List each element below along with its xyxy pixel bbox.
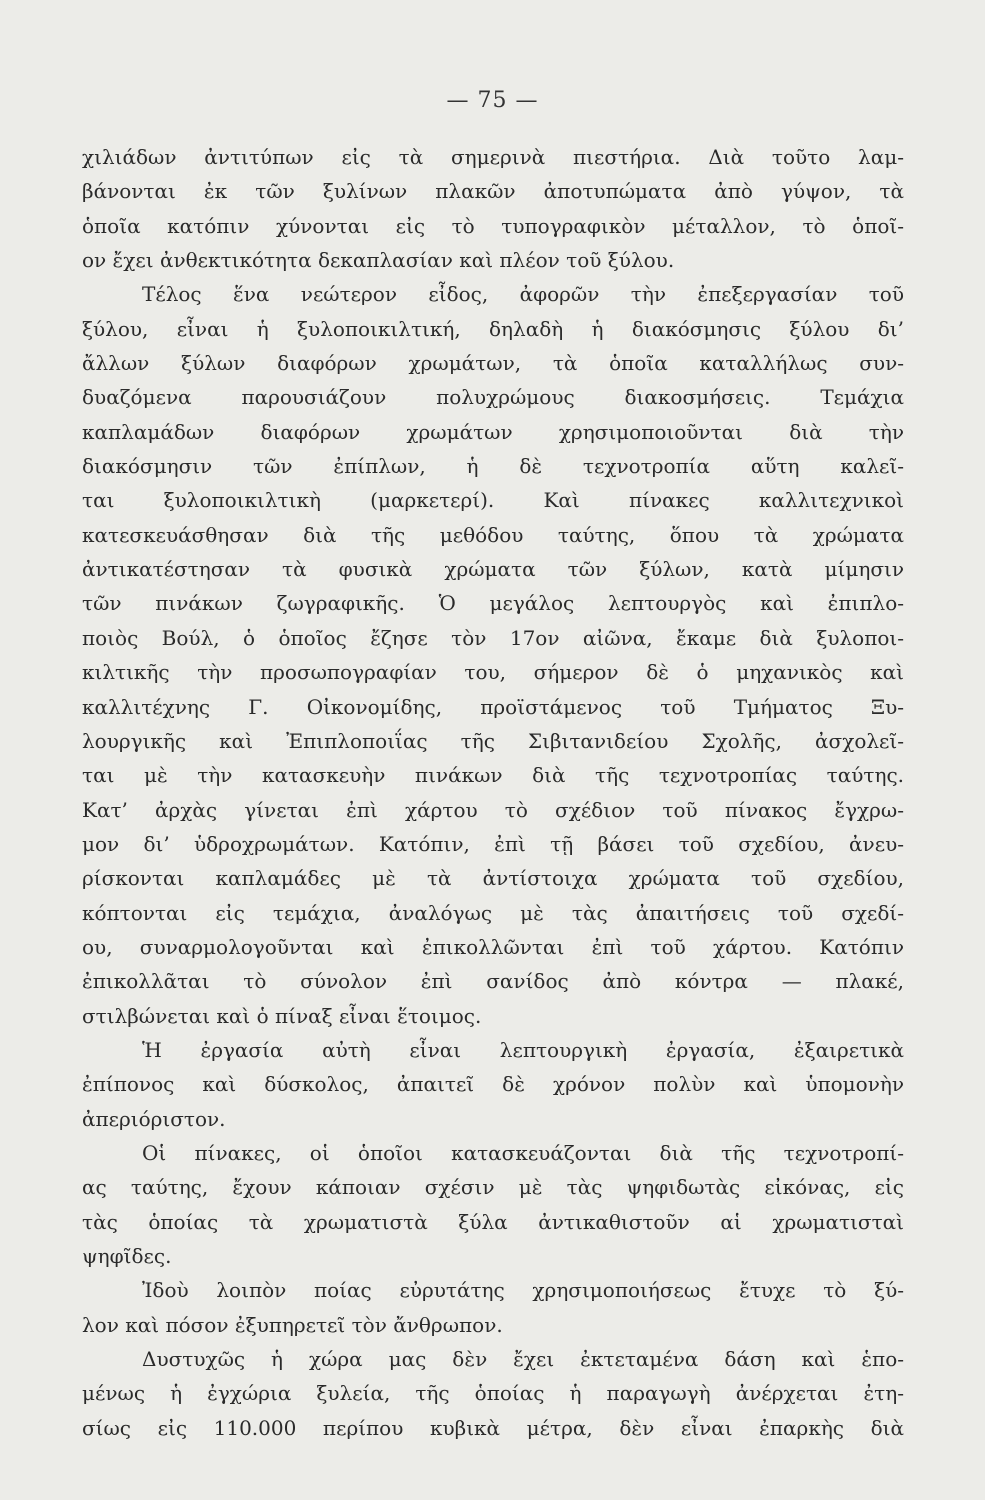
text-line: Ἡ ἐργασία αὐτὴ εἶναι λεπτουργικὴ ἐργασία, ἐξαιρετικὰ — [142, 1037, 904, 1062]
text-line: σίως εἰς 110.000 περίπου κυβικὰ μέτρα, δὲν εἶναι ἐπαρκὴς διὰ — [82, 1415, 904, 1440]
text-line: μον δι’ ὑδροχρωμάτων. Κατόπιν, ἐπὶ τῇ βάσει τοῦ σχεδίου, ἀνευ- — [82, 831, 904, 856]
text-line: βάνονται ἐκ τῶν ξυλίνων πλακῶν ἀποτυπώματα ἀπὸ γύψον, τὰ — [82, 179, 904, 204]
text-line: Κατ’ ἀρχὰς γίνεται ἐπὶ χάρτου τὸ σχέδιον τοῦ πίνακος ἔγχρω- — [82, 797, 904, 822]
text-line: κατεσκευάσθησαν διὰ τῆς μεθόδου ταύτης, ὅπου τὰ χρώματα — [82, 522, 904, 547]
text-line: καλλιτέχνης Γ. Οἰκονομίδης, προϊστάμενος τοῦ Τμήματος Ξυ- — [82, 694, 904, 719]
text-line: Τέλος ἕνα νεώτερον εἶδος, ἀφορῶν τὴν ἐπεξεργασίαν τοῦ — [142, 282, 904, 307]
text-line: στιλβώνεται καὶ ὁ πίναξ εἶναι ἕτοιμος. — [82, 1003, 482, 1028]
text-line: τῶν πινάκων ζωγραφικῆς. Ὁ μεγάλος λεπτουργὸς καὶ ἐπιπλο- — [82, 591, 904, 616]
text-line: κόπτονται εἰς τεμάχια, ἀναλόγως μὲ τὰς ἀπαιτήσεις τοῦ σχεδί- — [82, 900, 904, 925]
text-line: ἄλλων ξύλων διαφόρων χρωμάτων, τὰ ὁποῖα καταλλήλως συν- — [82, 351, 904, 376]
text-line: λον καὶ πόσον ἐξυπηρετεῖ τὸν ἄνθρωπον. — [82, 1312, 503, 1337]
text-line: δυαζόμενα παρουσιάζουν πολυχρώμους διακοσμήσεις. Τεμάχια — [82, 385, 904, 410]
text-line: Ἰδοὺ λοιπὸν ποίας εὐρυτάτης χρησιμοποιήσεως ἔτυχε τὸ ξύ- — [142, 1278, 904, 1303]
text-line: ἀντικατέστησαν τὰ φυσικὰ χρώματα τῶν ξύλων, κατὰ μίμησιν — [82, 557, 904, 582]
text-line: διακόσμησιν τῶν ἐπίπλων, ἡ δὲ τεχνοτροπία αὕτη καλεῖ- — [82, 454, 904, 479]
text-line: καπλαμάδων διαφόρων χρωμάτων χρησιμοποιοῦνται διὰ τὴν — [82, 419, 904, 444]
text-line: χιλιάδων ἀντιτύπων εἰς τὰ σημερινὰ πιεστήρια. Διὰ τοῦτο λαμ- — [82, 145, 904, 169]
text-line: Δυστυχῶς ἡ χώρα μας δὲν ἔχει ἐκτεταμένα δάση καὶ ἑπο- — [142, 1347, 904, 1372]
text-line: τὰς ὁποίας τὰ χρωματιστὰ ξύλα ἀντικαθιστοῦν αἱ χρωματισταὶ — [82, 1209, 904, 1234]
text-line: ψηφῖδες. — [82, 1244, 172, 1268]
body-text — [82, 140, 904, 1445]
text-line: μένως ἡ ἐγχώρια ξυλεία, τῆς ὁποίας ἡ παραγωγὴ ἀνέρχεται ἐτη- — [82, 1381, 904, 1406]
text-line: ποιὸς Βούλ, ὁ ὁποῖος ἔζησε τὸν 17ον αἰῶνα, ἔκαμε διὰ ξυλοποι- — [82, 625, 904, 650]
text-line: ἐπικολλᾶται τὸ σύνολον ἐπὶ σανίδος ἀπὸ κόντρα — πλακέ, — [82, 969, 904, 994]
text-line: ται ξυλοποικιλτικὴ (μαρκετερί). Καὶ πίνακες καλλιτεχνικοὶ — [82, 488, 904, 513]
text-line: ρίσκονται καπλαμάδες μὲ τὰ ἀντίστοιχα χρώματα τοῦ σχεδίου, — [82, 866, 904, 891]
text-line: κιλτικῆς τὴν προσωπογραφίαν του, σήμερον δὲ ὁ μηχανικὸς καὶ — [82, 660, 904, 685]
text-line: λουργικῆς καὶ Ἐπιπλοποιΐας τῆς Σιβιτανιδείου Σχολῆς, ἀσχολεῖ- — [82, 728, 904, 753]
text-line: ἀπεριόριστον. — [82, 1106, 226, 1131]
text-line: ἐπίπονος καὶ δύσκολος, ἀπαιτεῖ δὲ χρόνον πολὺν καὶ ὑπομονὴν — [82, 1072, 904, 1097]
text-line: ον ἔχει ἀνθεκτικότητα δεκαπλασίαν καὶ πλέον τοῦ ξύλου. — [82, 248, 675, 273]
text-line: ας ταύτης, ἔχουν κάποιαν σχέσιν μὲ τὰς ψηφιδωτὰς εἰκόνας, εἰς — [82, 1175, 904, 1200]
text-line: Οἱ πίνακες, οἱ ὁποῖοι κατασκευάζονται διὰ τῆς τεχνοτροπί- — [142, 1140, 904, 1165]
text-line: ου, συναρμολογοῦνται καὶ ἐπικολλῶνται ἐπὶ τοῦ χάρτου. Κατόπιν — [82, 934, 904, 959]
page-number: — 75 — — [446, 88, 539, 113]
text-line: ται μὲ τὴν κατασκευὴν πινάκων διὰ τῆς τεχνοτροπίας ταύτης. — [82, 763, 904, 788]
text-line: ξύλου, εἶναι ἡ ξυλοποικιλτική, δηλαδὴ ἡ διακόσμησις ξύλου δι’ — [82, 316, 904, 341]
text-line: ὁποῖα κατόπιν χύνονται εἰς τὸ τυπογραφικὸν μέταλλον, τὸ ὁποῖ- — [82, 213, 904, 238]
